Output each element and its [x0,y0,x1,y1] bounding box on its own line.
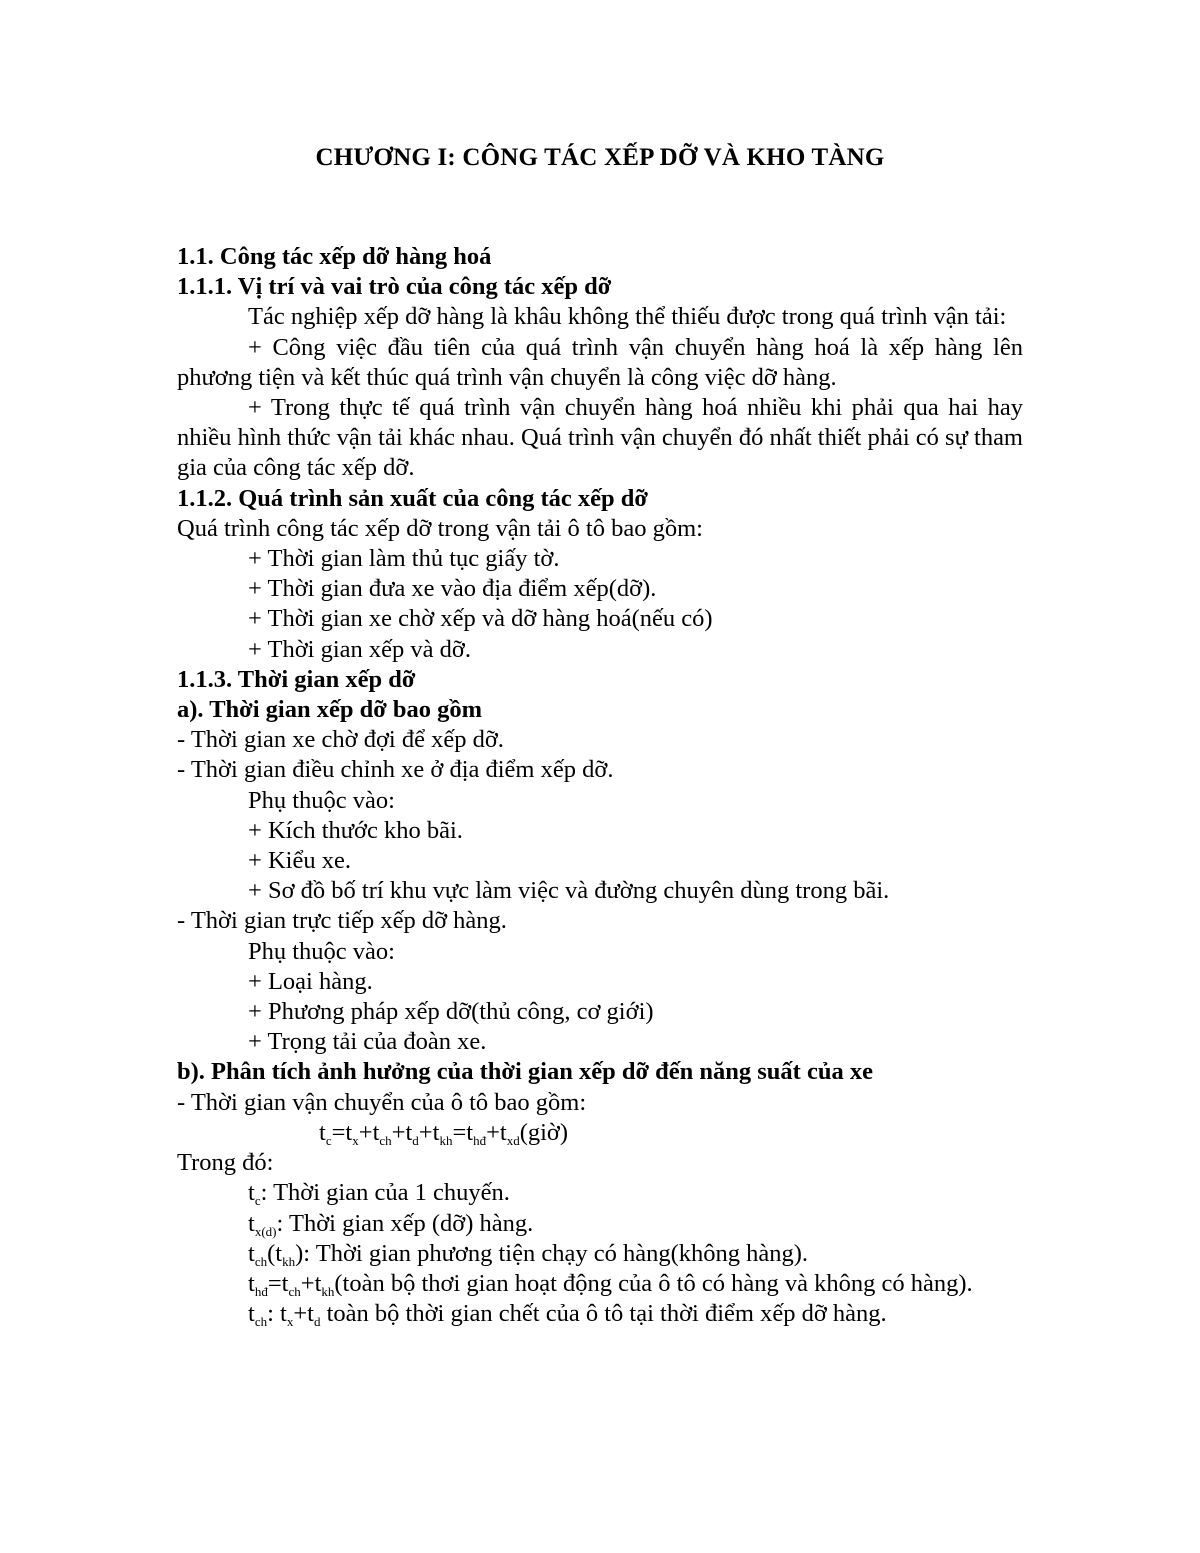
definition-dead-time: $t_{ch}$: $t_x+t_d$ toàn bộ thời gian chết của ô tô tại thời điểm xếp dỡ hàng. [248,1300,887,1330]
definition-tch: $t_{ch}(t_{kh})$: Thời gian phương tiện chạy có hàng(không hàng). [248,1239,809,1269]
list-item: + Kiểu xe. [248,847,351,875]
document-body [177,242,1023,1329]
paragraph: + Trong thực tế quá trình vận chuyển hàng hoá nhiều khi phải qua hai hay nhiều hình thức vận tải khác nhau. Quá trình vận chuyển đó nhất thiết phải có sự tham gia của công tác xếp dỡ. [177,394,1023,482]
list-item: + Thời gian đưa xe vào địa điểm xếp(dỡ). [248,575,657,603]
section-heading-1-1-2: 1.1.2. Quá trình sản xuất của công tác xếp dỡ [177,484,648,512]
list-item: + Sơ đồ bố trí khu vực làm việc và đường chuyên dùng trong bãi. [248,877,890,905]
paragraph: Quá trình công tác xếp dỡ trong vận tải ô tô bao gồm: [177,514,703,542]
list-item: + Thời gian xếp và dỡ. [248,635,471,663]
chapter-title: CHƯƠNG I: CÔNG TÁC XẾP DỠ VÀ KHO TÀNG [315,144,885,171]
definition-tc: $t_c$: Thời gian của 1 chuyến. [248,1179,510,1209]
depends-on-label: Phụ thuộc vào: [248,937,395,965]
section-heading-1-1: 1.1. Công tác xếp dỡ hàng hoá [177,243,492,270]
list-item: + Loại hàng. [248,967,373,995]
dash-item: - Thời gian vận chuyển của ô tô bao gồm: [177,1088,587,1116]
definition-txd: $t_{x(d)}$: Thời gian xếp (dỡ) hàng. [248,1209,534,1239]
list-item: + Trọng tải của đoàn xe. [248,1028,487,1056]
section-heading-1-1-3: 1.1.3. Thời gian xếp dỡ [177,665,416,693]
list-item: + Thời gian xe chờ xếp và dỡ hàng hoá(nếu có) [248,605,713,633]
paragraph: Tác nghiệp xếp dỡ hàng là khâu không thể thiếu được trong quá trình vận tải: [248,303,1007,331]
list-item: + Phương pháp xếp dỡ(thủ công, cơ giới) [248,998,654,1026]
depends-on-label: Phụ thuộc vào: [248,786,395,814]
trip-time-formula: $t_c=t_x+t_{ch}+t_d+t_{kh}=t_{hđ}+t_{xd}(giờ)$ [319,1118,569,1148]
subsection-heading-b: b). Phân tích ảnh hưởng của thời gian xếp dỡ đến năng suất của xe [177,1058,873,1086]
subsection-heading-a: a). Thời gian xếp dỡ bao gồm [177,696,483,724]
where-label: Trong đó: [177,1149,274,1177]
definition-thd: $t_{hđ}=t_{ch}+t_{kh}(toàn$ bộ thơi gian hoạt động của ô tô có hàng và không có hàng). [248,1269,973,1299]
list-item: + Thời gian làm thủ tục giấy tờ. [248,545,560,573]
dash-item: - Thời gian điều chỉnh xe ở địa điểm xếp dỡ. [177,756,614,784]
dash-item: - Thời gian trực tiếp xếp dỡ hàng. [177,907,507,935]
section-heading-1-1-1: 1.1.1. Vị trí và vai trò của công tác xếp dỡ [177,273,612,301]
paragraph: + Công việc đầu tiên của quá trình vận chuyển hàng hoá là xếp hàng lên phương tiện và kết thúc quá trình vận chuyển là công việc dỡ hàng. [177,333,1023,391]
dash-item: - Thời gian xe chờ đợi để xếp dỡ. [177,726,504,754]
list-item: + Kích thước kho bãi. [248,816,463,844]
